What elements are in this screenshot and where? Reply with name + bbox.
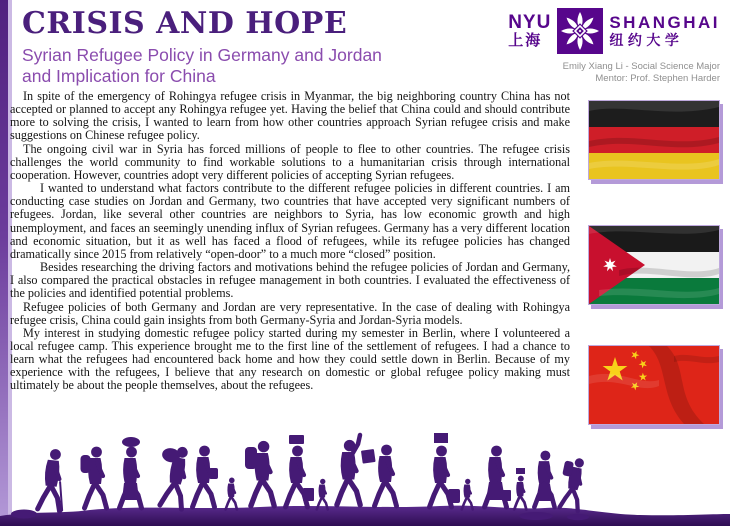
abstract-text [10, 90, 570, 393]
jordan-flag-image [588, 225, 720, 305]
page-title: CRISIS AND HOPE [22, 6, 348, 41]
page-subtitle [22, 45, 532, 86]
nyu-shanghai-logo-block [508, 8, 720, 85]
byline [508, 61, 720, 85]
paragraph-2: The ongoing civil war in Syria has forced millions of people to flee to other countries. The refugee crisis challenges the world community to find workable solutions to a humanitarian crisis through international cooperation. However, countries adopt very different policies of accepting Syrian refugees. [10, 141, 570, 182]
refugees-silhouette-graphic [0, 426, 730, 526]
logo-text-right [609, 13, 720, 49]
subtitle-line-2: and Implication for China [22, 65, 216, 86]
china-flag-image [588, 345, 720, 425]
logo-nyu-cn-label: 纽约大学 [609, 32, 684, 48]
paragraph-5: Refugee policies of both Germany and Jordan are very representative. In the case of dealing with Rohingya refugee crisis, China could gain insights from both Germany-Syria and Jordan-Syria models. [10, 299, 570, 327]
paragraph-3: I wanted to understand what factors contribute to the different refugee policies in different countries. I am conducting case studies on Jordan and Germany, two countries that have accepted very significant numbers of refugees. Jordan, like several other countries are neighbors to Syria, has low economic growth and high unemployment, and faces an seemingly unending influx of Syrian refugees. Germany has a very different location and economic situation, but it as well has faced a flood of refugees, while its refugee policies has changed dramatically since 2015 from relatively “open-door” to a much more “closed” position. [10, 181, 570, 261]
paragraph-1: In spite of the emergency of Rohingya refugee crisis in Myanmar, the big neighboring country China has not accepted or planned to accept any Rohingya refugee yet. Having the belief that China could and should contribute more to solving the crisis, I wanted to learn from how other countries approach Syrian refugee crisis and make suggestions on Chinese refugee policy. [10, 89, 570, 143]
mentor-line: Mentor: Prof. Stephen Harder [595, 73, 720, 84]
nyu-shanghai-flower-emblem-icon [557, 8, 603, 54]
germany-flag-image [588, 100, 720, 180]
author-line: Emily Xiang Li - Social Science Major [562, 61, 720, 72]
poster-header [22, 6, 532, 86]
logo-shanghai-label: SHANGHAI [609, 13, 720, 32]
subtitle-line-1: Syrian Refugee Policy in Germany and Jordan [22, 45, 382, 65]
silhouette-ground [0, 506, 730, 526]
logo-text-left [508, 13, 551, 49]
nyu-shanghai-logo [508, 8, 720, 54]
logo-nyu-label: NYU [508, 12, 552, 33]
logo-shanghai-cn-label: 上海 [508, 32, 543, 49]
paragraph-6: My interest in studying domestic refugee policy started during my semester in Berlin, where I volunteered a local refugee camp. This experience brought me to the first line of the settlement of refugees. I had a chance to learn what the refugees had encountered back home and how they could settle down in Berlin. Because of my experience with the refugees, I believe that any research on domestic or global refugee policy making must ultimately be about the people themselves, about the refugees. [10, 325, 570, 393]
paragraph-4: Besides researching the driving factors and motivations behind the refugee policies of Jordan and Germany, I also compared the practical obstacles in refugee management in both countries. I evaluated the effectiveness of the policies and identified potential problems. [10, 260, 570, 301]
